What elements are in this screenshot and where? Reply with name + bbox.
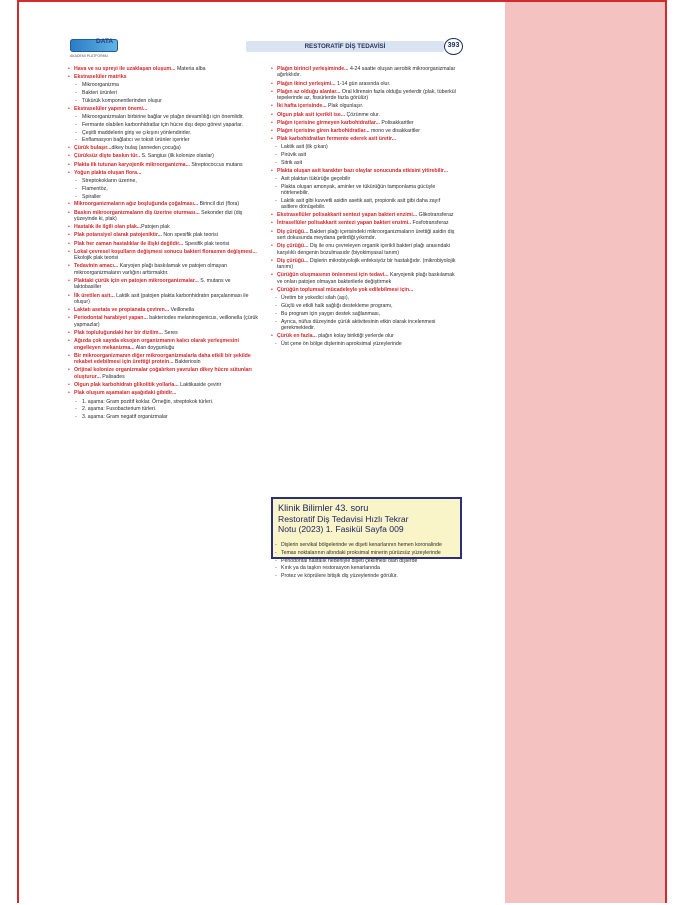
page-number: 393 [444,38,463,55]
sub-bullet: - Periodontal hastalık nedeniyle dişeti çekilmesi olan dişlerde [271,558,458,564]
sub-bullet: - Dişlerin servikal bölgelerinde ve dişeti kenarlarının hemen koronalinde [271,542,458,548]
sub-bullet-text: Üretim bir yokedici silah (aşı), [281,295,350,302]
bullet-item [271,128,458,134]
bullet-item [271,229,458,242]
sub-bullet-text: Fermante olabilen karbonhidratlar için hücre dışı depo görevi yaparlar. [82,121,243,128]
bullet-text: Polisakkaritler [379,119,414,126]
bullet-item [68,162,258,168]
bullet-text: Palisades [100,373,125,380]
sub-bullet-text: Laktik asit gibi kuvvetli asidin asetik asit, propionik asit gibi daha zayıf asitlere dönüşebilir. [281,198,441,211]
bullet-text: Karyojenik plağı baskılamak ve onları patojen olmayan bakterilerle değiştirmek [277,272,455,285]
sub-bullet [68,98,258,104]
bullet-text: mono ve disakkaritler [369,128,421,135]
sub-bullet [68,406,258,412]
bullet-text: Ekolojik plak teorisi [74,255,119,262]
bullet-heading: Plak oluşum aşamaları aşağıdaki gibidir... [74,390,177,397]
sub-bullet-text: Spiraller [82,193,102,200]
sub-bullet-text: Bakteri ürünleri [82,90,117,97]
bullet-item [271,89,458,102]
bullet-text: Bakteri plağı içerisindeki mikroorganizmaların ürettiği asidin diş sert dokusunda meydana getirdiği yıkımdır. [277,228,455,242]
popup-line-3: Notu (2023) 1. Fasikül Sayfa 009 [278,524,404,535]
sub-bullet-text: Streptokokların üzerine, [82,178,137,184]
sub-bullet [68,178,258,184]
bullet-heading: Bir mikroorganizmanın diğer mikroorganizmalarla daha etkili bir şekilde rekabet edebilmesi için ürettiği protein... [74,352,251,366]
bullet-heading: Çürük bulaşır... [74,145,112,152]
popup-line-1: Klinik Bilimler 43. soru [278,503,369,513]
bullet-item [271,258,458,271]
sub-bullet [271,295,458,301]
bullet-heading: İntrasellüler polisakkarit sentezi yapan bakteri enzimi.. [277,220,412,227]
bullet-heading: Diş çürüğü... [277,243,309,250]
sub-bullet [271,319,458,332]
bullet-text: Laktikaside çevirir [178,382,222,389]
sub-bullet [68,82,258,88]
bullet-item [68,224,258,230]
sub-bullet [68,90,258,96]
bullet-text: plağın kolay biriktiği yerlerde olur [316,332,394,339]
bullet-heading: Ağızda çok sayıda eksojen organizmanın kalıcı olarak yerleşmesini engelleyen mekanizma... [74,338,239,351]
sub-bullet-text: Flamentöz, [82,185,108,192]
bullet-item [68,315,258,328]
sub-bullet-text: Asit plaktan tükürüğe geçebilir [281,176,351,183]
sub-bullet-text: Plakta oluşan amonyak, aminler ve tükürüğün tamponlama gücüyle nötrlenebilir. [281,183,436,197]
bullet-heading: Hava ve su spreyi ile uzaklaşan oluşum... [74,66,176,72]
bullet-text: Bakteriosin [173,359,201,366]
bullet-item [68,232,258,238]
bullet-item [68,66,258,72]
sub-bullet [271,303,458,309]
bullet-heading: Plağın içerisine giren karbohidratlar... [277,128,370,135]
page-title: RESTORATİF DİŞ TEDAVİSİ [304,43,386,50]
bullet-item [271,287,458,293]
bullet-item [68,210,258,223]
bullet-text: Laktik asit (patojen plakta karbonhidratın parçalanması ile oluşur) [74,292,249,306]
bullet-heading: Laktatı asetata ve propianata çeviren... [74,307,170,314]
sub-bullet-text: Laktik asit (ilk çıkan) [281,144,328,151]
sub-bullet [68,186,258,192]
bullet-heading: Plağın içerisine girmeyen karbohidratlar... [277,119,380,126]
sub-bullet-text: Güçlü ve etkili halk sağlığı destekleme programı, [281,303,393,310]
bullet-item [68,249,258,262]
sub-bullet [271,311,458,317]
bullet-text: Diş ile onu çevreleyen organik içerikli bakteri plağı arasındaki karşılıklı dengenin bozulmasıdır (biyokimyasal tanım) [277,243,450,256]
bullet-heading: Olgun plak karbohidratı glikolitik yollarla... [74,382,179,389]
bullet-item [68,382,258,388]
bullet-text: Seres [162,330,178,337]
bullet-item [271,243,458,256]
sub-bullet [68,399,258,405]
sub-bullet-text: Enflamasyon bağlatıcı ve toksit ürünler içerirler [82,137,190,144]
bullet-heading: Plaktaki çürük için en patojen mikroorganizmalar... [74,278,199,285]
below-popup-list [271,542,458,581]
bullet-item [68,201,258,207]
sub-bullet [68,194,258,200]
bullet-text: Oral klirensin fazla olduğu yerlerdir (plak, tüberkül tepelerinde az, fissürlerde fazla görülür) [277,88,456,102]
bullet-item [68,153,258,159]
bullet-item [68,145,258,151]
sub-bullet: - Kırık ya da taşkın restorasyon kenarlarında [271,565,458,571]
bullet-heading: Olgun plak asit içerikli ise... [277,111,346,118]
bullet-heading: Mikroorganizmaların ağız boşluğunda çoğalması... [74,201,199,208]
sub-bullet-text: 1. aşama: Gram pozitif koklar. Örneğin, streptokok türleri. [82,398,214,405]
bullet-heading: Plak her zaman hastalıklar ile ilişki değildir... [74,240,184,247]
sub-bullet-text: 3. aşama: Gram negatif organizmalar [82,414,168,421]
bullet-item [271,333,458,339]
sub-bullet [68,130,258,136]
logo-subtitle: AKADEMİ PLATFORMU [70,54,109,58]
bullet-item [68,330,258,336]
sub-bullet: - Temas noktalarının altındaki proksimal minerin pürüzsüz yüzeylerinde [271,550,458,556]
bullet-heading: İlk üretilen asit... [74,292,115,299]
bullet-item [271,120,458,126]
sub-bullet [271,184,458,197]
sub-bullet-text: Pirüvik asit [281,152,307,159]
sub-bullet-text: Mikroorganizmaları birbirine bağlar ve plağın devamlılığı için önemlidir. [82,114,244,120]
bullet-heading: Lokal çevresel koşulların değişmesi sonucu bakteri florasının değişmesi... [74,248,257,255]
sub-bullet [68,122,258,128]
bullet-item [271,136,458,142]
right-column [271,66,458,349]
bullet-heading: Çürüğün oluşmasının önlenmesi için tedavi... [277,272,389,279]
bullet-heading: Plak karbohidratları fermente ederek asit üretir... [277,136,397,143]
bullet-heading: Ekstrasellüler polisakkarit sentezi yapan bakteri enzimi... [277,212,418,219]
bullet-item [271,272,458,285]
sub-bullet [68,414,258,420]
bullet-text: Çözünme olur. [345,111,380,118]
bullet-text: S. Sangius (ilk kolonize olanlar) [140,153,214,160]
bullet-heading: Çürüksüz dişte baskın tür.. [74,153,141,160]
bullet-item [68,293,258,306]
bullet-text: Veillonella [169,307,194,314]
sub-bullet-text: 2. aşama: Fusobacterium türleri. [82,406,157,413]
bullet-item [68,390,258,396]
bullet-item [271,81,458,87]
bullet-text: Dişlerin mikrobiyolojik enfeksiyöz bir hastalığıdır. (mikrobiyolojik tanımı) [277,257,456,271]
left-column [68,66,258,422]
bullet-heading: Periodontal harabiyet yapan... [74,315,148,322]
bullet-item [68,353,258,366]
bullet-text: S. mutans ve laktobasiller [74,278,231,291]
bullet-heading: Plakta oluşan asit karakter bazı olaylar sonucunda etkisini yitirebilir... [277,167,448,174]
bullet-item [68,367,258,380]
bullet-item [271,168,458,174]
bullet-item [271,212,458,218]
bullet-heading: Tedavinin amacı... [74,263,119,270]
bullet-item [271,103,458,109]
bullet-text: Sekonder dizi (diş yüzeyinde ki, plak) [74,209,243,222]
bullet-text: Spesifik plak teorisi [183,240,230,247]
bullet-heading: Yoğun plakta oluşan flora... [74,169,142,176]
bullet-heading: Plağın ikinci yerleşimi... [277,80,336,87]
bullet-heading: Hastalık ile ilgili olan plak... [74,224,142,231]
bullet-item [68,106,258,112]
sub-bullet-text: Tükürük komponentlerinden oluşur [82,98,162,104]
bullet-text: bakteriodes melaninogenicus, veillonella (çürük yapmazlar) [74,315,258,328]
bullet-heading: Plak topluluğundaki her bir dizilim... [74,330,163,337]
bullet-item [68,263,258,276]
bullet-heading: Plak potansiyel olarak patojeniktir... [74,232,162,239]
bullet-text: Patojen plak [141,224,170,231]
bullet-heading: Plağın az olduğu alanlar... [277,88,341,95]
sub-bullet-text: Sitrik asit [281,160,303,167]
sub-bullet [68,114,258,120]
bullet-heading: Ekstraselüler yapının önemi... [74,105,148,112]
bullet-text: Birincil dizi (flora) [198,201,240,208]
sub-bullet-text: Mikroorganizma [82,82,119,89]
sub-bullet [271,341,458,347]
bullet-item [271,66,458,79]
bullet-text: 4-24 saatte oluşan aerobik mikroorganizmalar ağırlıklıdır. [277,66,456,79]
bullet-item [68,170,258,176]
bullet-item [68,307,258,313]
bullet-text: Fosfotransferaz [411,220,449,227]
bullet-text: Karyojen plağı baskılamak ve patojen olmayan mikroorganizmaların varlığını arttırmaktır. [74,263,228,276]
bullet-heading: Plağın birincil yerleşiminde... [277,66,349,72]
sub-bullet [271,198,458,211]
bullet-text: Plak olgunlaşır. [326,103,364,110]
bullet-item [271,112,458,118]
bullet-item [68,338,258,351]
sub-bullet [271,152,458,158]
bullet-text: Alan doygunluğu [134,344,175,351]
sub-bullet-text: Üst çene ön bölge dişlerinin aproksimal yüzeylerinde [281,341,402,348]
bullet-heading: Diş çürüğü... [277,257,309,264]
bullet-heading: Diş çürüğü... [277,228,309,235]
bullet-text: Materia alba [175,66,206,72]
bullet-heading: Orijinal kolonize organizmalar çoğalırken yavruları dikey hücre sütunları oluşturur... [74,367,252,380]
bullet-item [68,278,258,291]
sub-bullet [271,144,458,150]
sub-bullet-text: Ayrıca, nüfus düzeyinde çürük aktivitesinin etkin olarak incelenmesi gerekmektedir. [281,318,436,332]
bullet-text: 1-14 gün arasında olur. [335,80,391,87]
bullet-item [68,74,258,80]
sub-bullet [68,137,258,143]
bullet-heading: Baskın mikroorganizmaların diş üzerine oturması... [74,209,200,216]
logo-text: DATA [96,38,114,45]
sub-bullet-text: Bu program için yaygın destek sağlanması, [281,310,381,317]
bullet-heading: İki hafta içerisinde... [277,103,327,110]
bullet-heading: Çürük en fazla... [277,332,317,339]
bullet-item [68,241,258,247]
sub-bullet [271,176,458,182]
bullet-item [271,220,458,226]
bullet-text: Non spesifik plak teorisi [161,232,218,239]
bullet-text: Glikotransferaz [417,212,454,219]
popup-line-2: Restoratif Diş Tedavisi Hızlı Tekrar [278,513,409,524]
sub-bullet-text: Çeşitli maddelerin giriş ve çıkışını yönlendirirler. [82,129,192,136]
bullet-heading: Plakta ilk tutunan karyojenik mikroorganizma... [74,161,190,168]
bullet-text: Streptococcus mutans [189,161,243,168]
bullet-heading: Çürüğün toplumsal mücadeleyle yok edilebilmesi için... [277,287,414,294]
sub-bullet: - Protez ve köprülere bitişik diş yüzeylerinde görülür. [271,573,458,579]
bullet-heading: Ekstraselüler matriks [74,74,127,81]
bullet-text: dikey bulaş (anneden çocuğa) [111,145,181,152]
sub-bullet [271,160,458,166]
